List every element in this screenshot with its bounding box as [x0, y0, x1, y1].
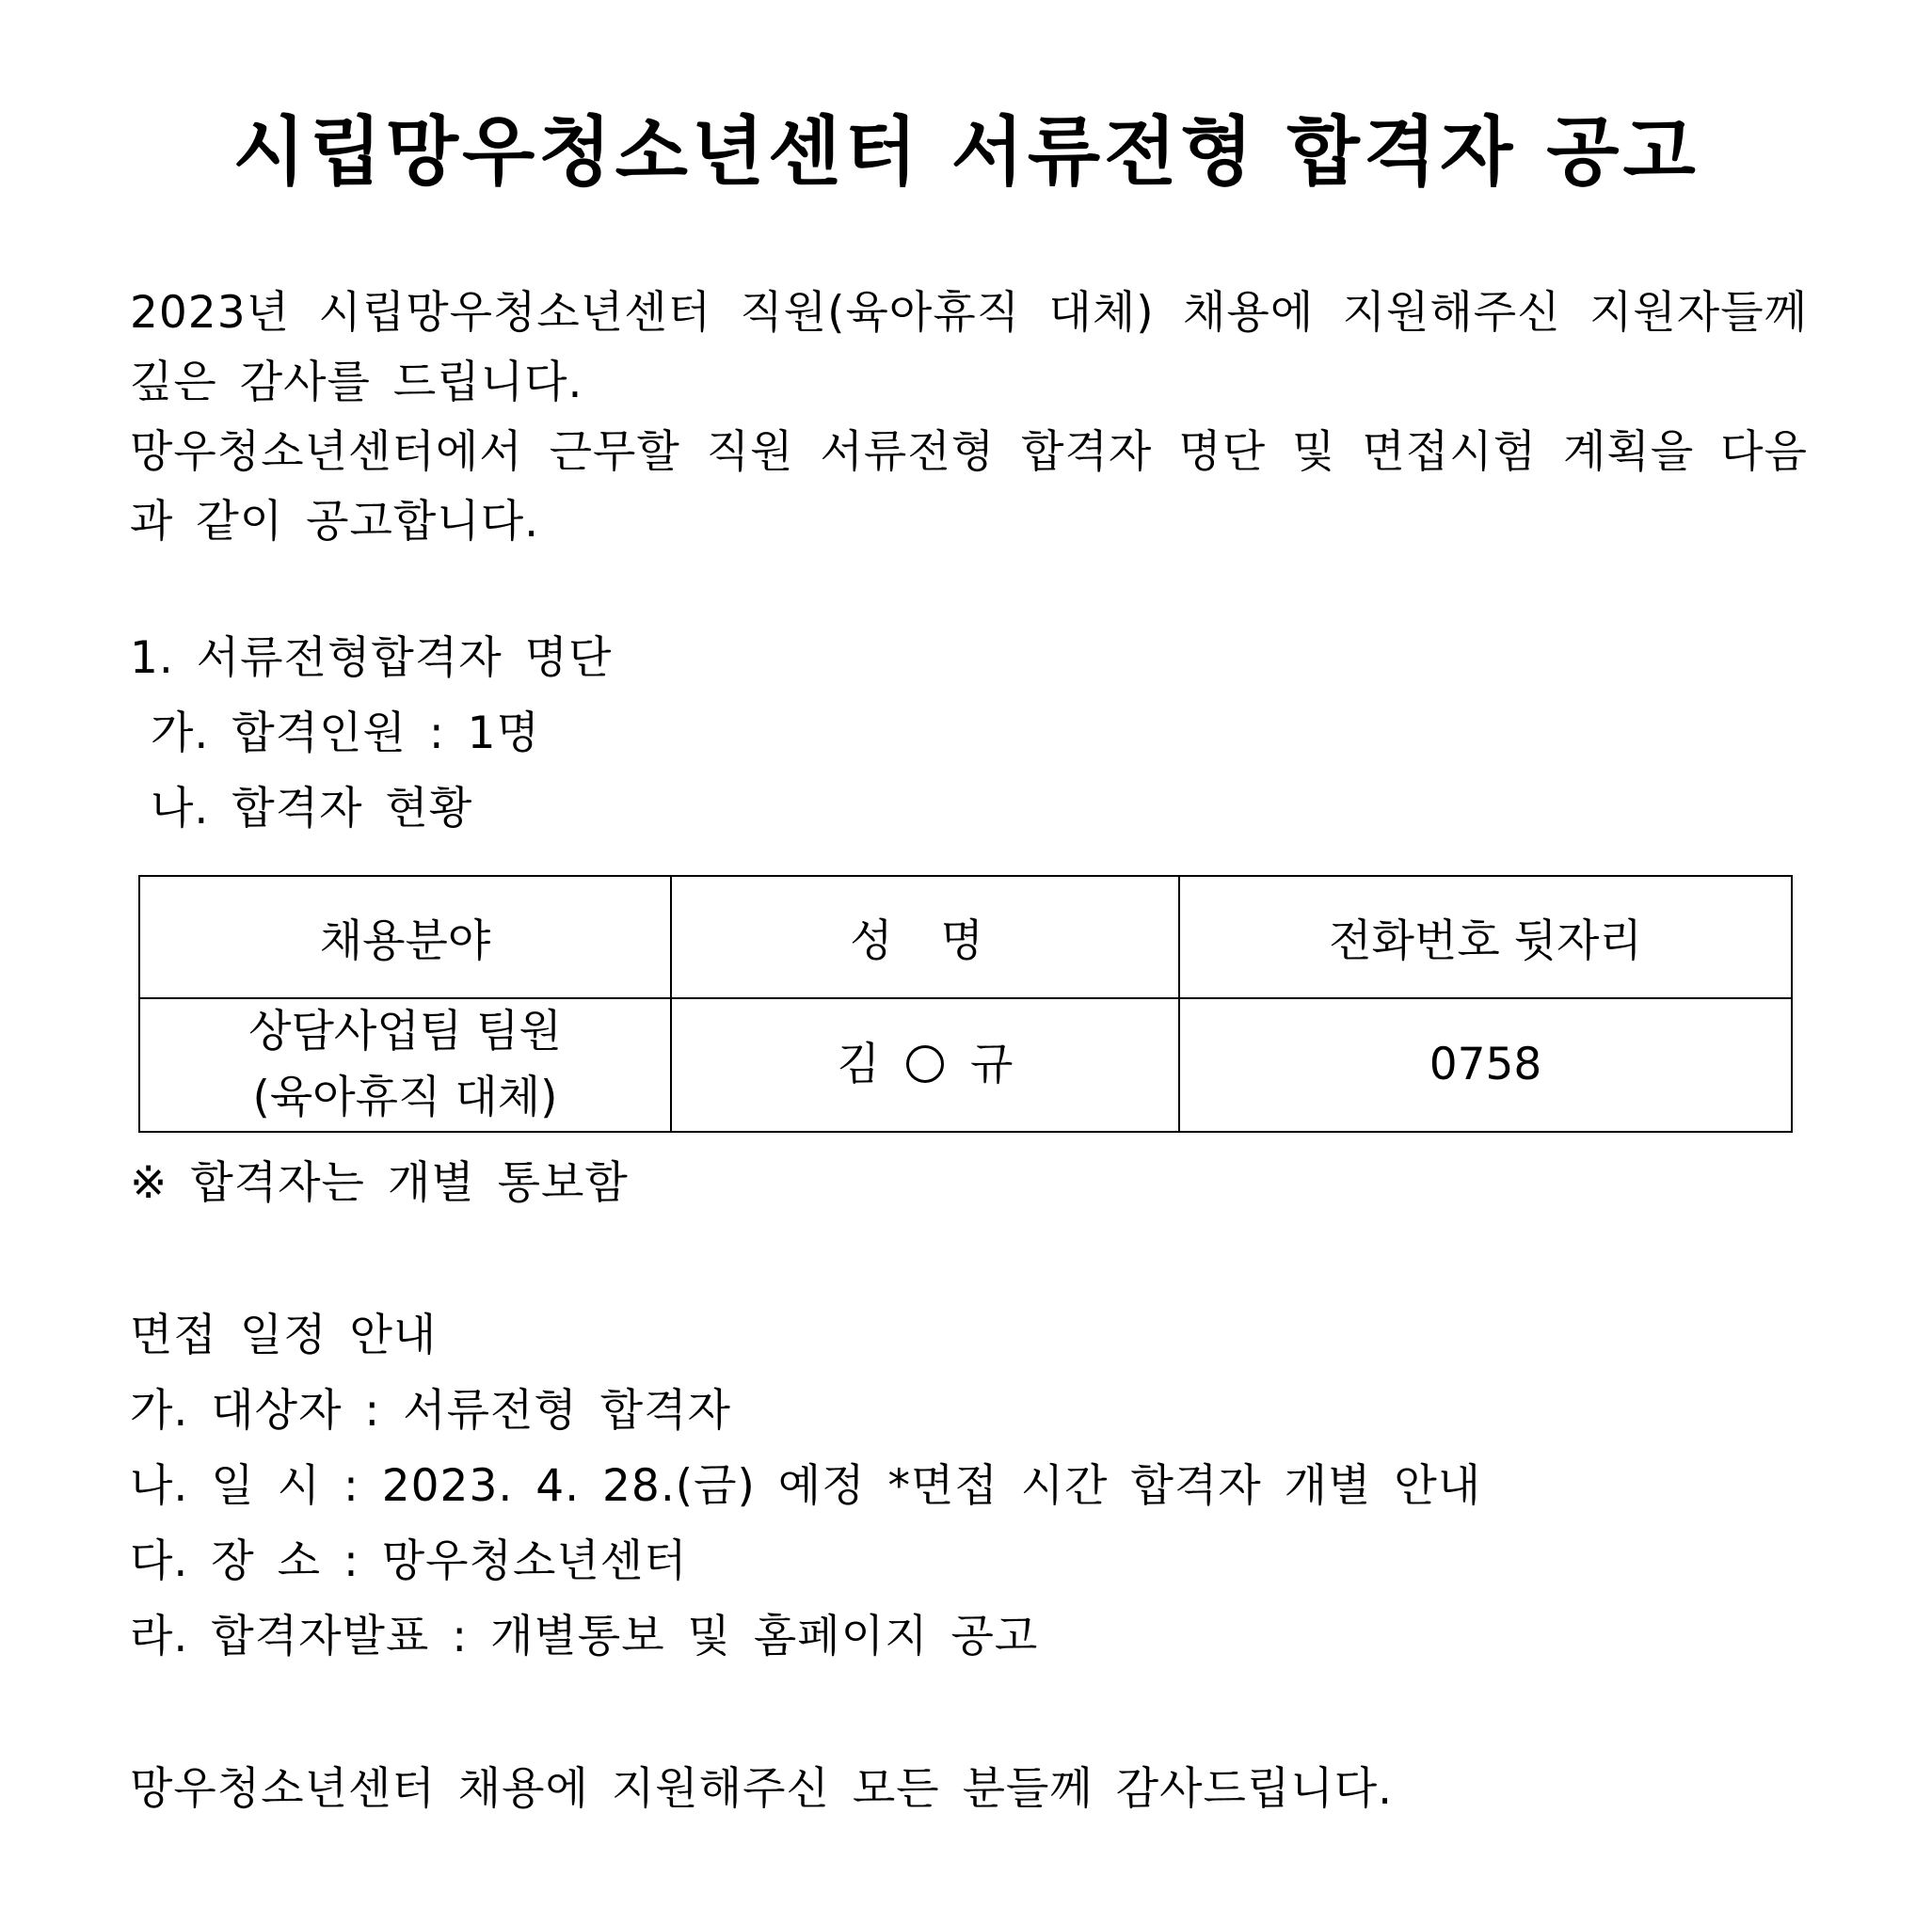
name-last: 규	[970, 1039, 1014, 1090]
section1-heading: 1. 서류전형합격자 명단	[130, 632, 613, 684]
name-first: 김	[837, 1039, 880, 1090]
intro-paragraph-2: 망우청소년센터에서 근무할 직원 서류전형 합격자 명단 및 면접시험 계획을 다음과 같이 공고합니다.	[130, 426, 1808, 548]
intro-text	[130, 278, 1808, 557]
header-name: 성 명	[671, 876, 1179, 998]
header-phone: 전화번호 뒷자리	[1179, 876, 1792, 998]
table-header-row	[139, 876, 1792, 998]
section2-item-ra: 라. 합격자발표 : 개별통보 및 홈페이지 공고	[130, 1611, 1039, 1662]
section2-item-da: 다. 장 소 : 망우청소년센터	[130, 1535, 688, 1587]
result-table	[138, 875, 1793, 1133]
cell-field-line1: 상담사업팀 팀원	[248, 1006, 562, 1057]
table-row	[139, 998, 1792, 1132]
section2-heading: 면접 일정 안내	[130, 1310, 438, 1361]
section2-item-ga: 가. 대상자 : 서류전형 합격자	[130, 1385, 731, 1437]
intro-paragraph-1: 2023년 시립망우청소년센터 직원(육아휴직 대체) 채용에 지원해주신 지원자들께 깊은 감사를 드립니다.	[130, 287, 1808, 408]
header-field: 채용분야	[139, 876, 671, 998]
cell-phone: 0758	[1179, 998, 1792, 1132]
note-text: ※ 합격자는 개별 통보함	[130, 1157, 629, 1209]
page-title: 시립망우청소년센터 서류전형 합격자 공고	[232, 108, 1700, 196]
masked-circle-icon	[906, 1045, 944, 1083]
section2-item-na: 나. 일 시 : 2023. 4. 28.(금) 예정 *면접 시간 합격자 개별 안내	[130, 1460, 1482, 1512]
closing-text: 망우청소년센터 채용에 지원해주신 모든 분들께 감사드립니다.	[130, 1763, 1394, 1815]
cell-field	[139, 998, 671, 1132]
cell-field-line2: (육아휴직 대체)	[252, 1072, 558, 1123]
section1-item-na: 나. 합격자 현황	[151, 783, 473, 835]
section1-item-ga: 가. 합격인원 : 1명	[151, 708, 540, 759]
cell-name	[671, 998, 1179, 1132]
